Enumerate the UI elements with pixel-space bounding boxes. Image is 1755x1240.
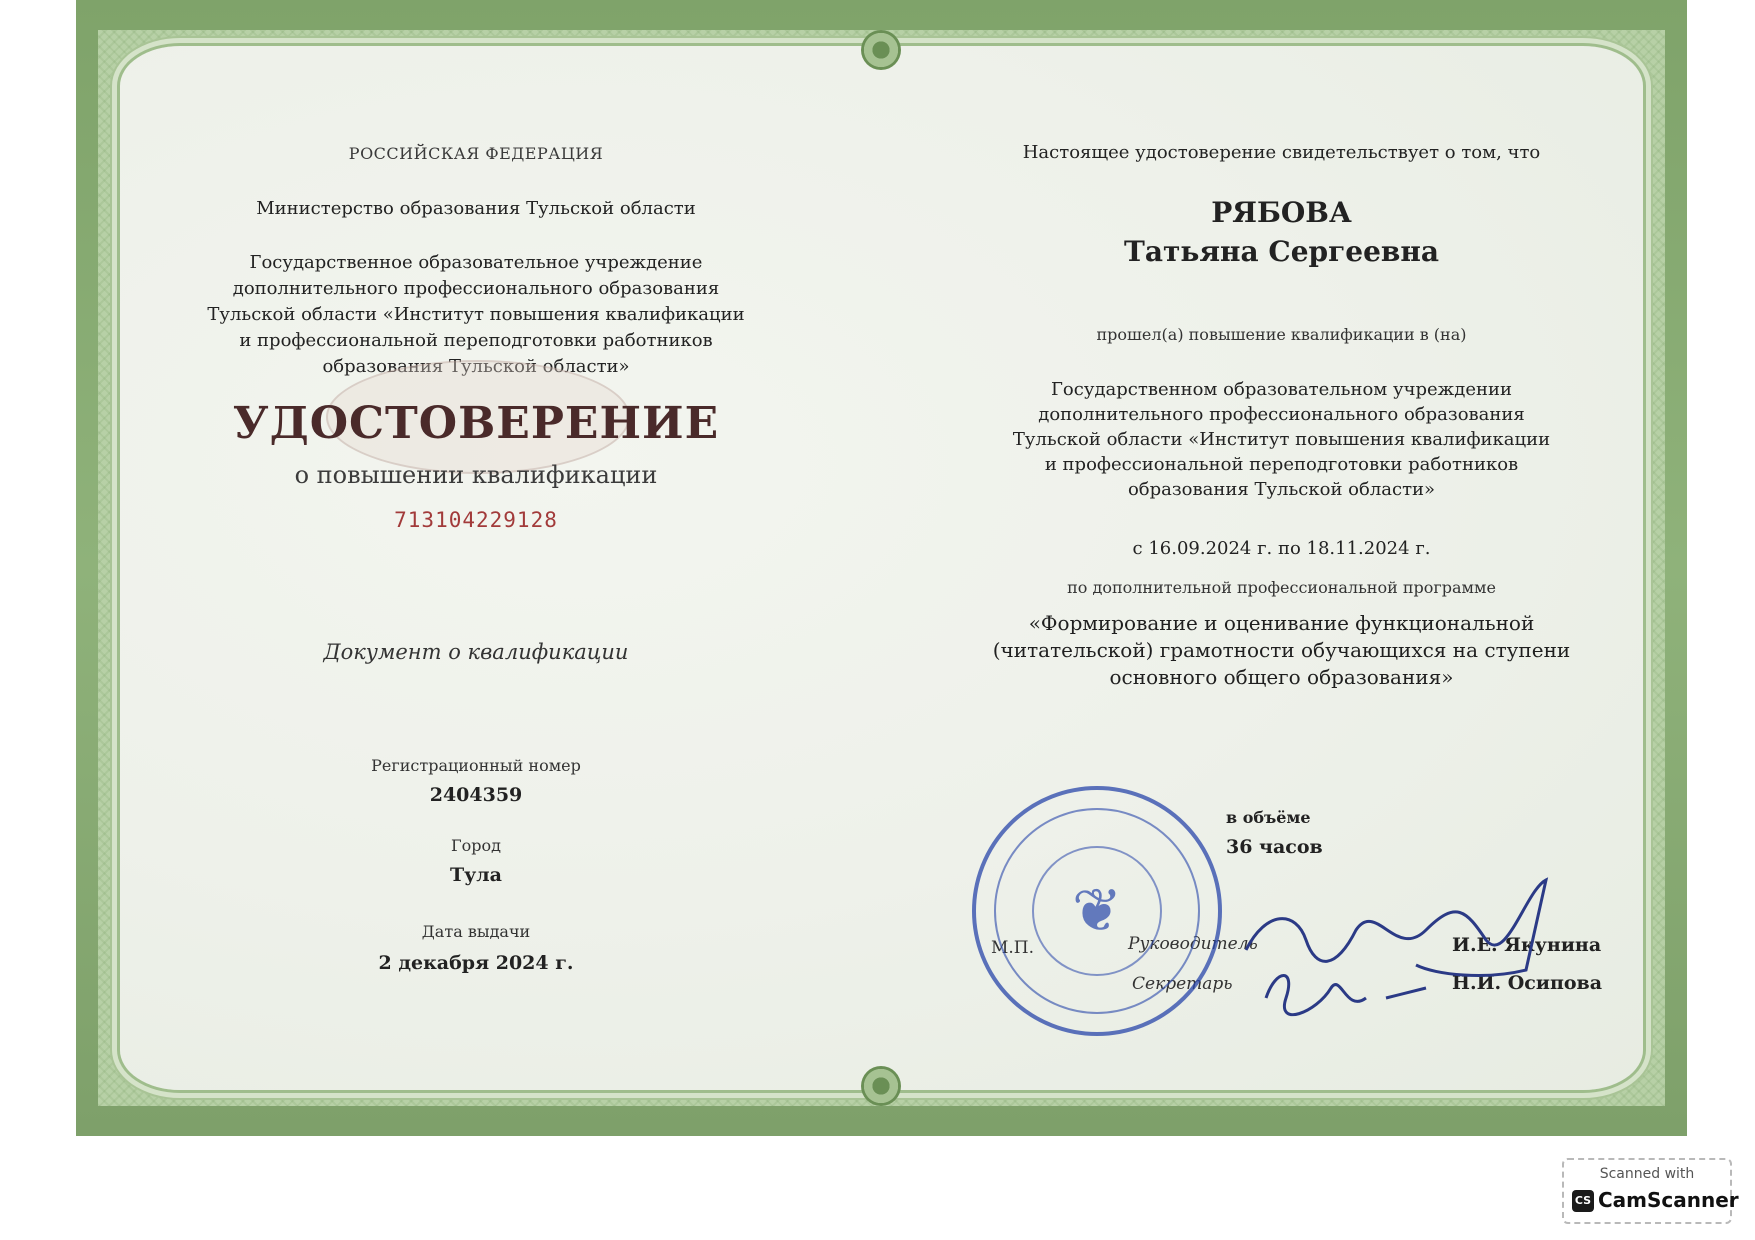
official-seal xyxy=(972,786,1222,1036)
institution-line: Государственное образовательное учреждение xyxy=(249,252,703,273)
registration-label: Регистрационный номер xyxy=(371,756,581,775)
issue-date-value: 2 декабря 2024 г. xyxy=(378,952,574,974)
volume-value: 36 часов xyxy=(1226,836,1323,858)
secretary-label: Секретарь xyxy=(1132,974,1233,994)
issue-date-label: Дата выдачи xyxy=(421,922,531,941)
serial-number: 713104229128 xyxy=(394,508,558,532)
institution-line: и профессиональной переподготовки работников xyxy=(239,330,713,351)
institution-line: образования Тульской области» xyxy=(322,356,630,377)
seal-label: М.П. xyxy=(991,938,1035,958)
watermark-brand: CamScanner xyxy=(1598,1188,1739,1212)
institution-line: Тульской области «Институт повышения квалификации xyxy=(1012,429,1551,450)
institution-line: Тульской области «Институт повышения квалификации xyxy=(207,304,745,325)
camscanner-watermark xyxy=(1562,1158,1739,1224)
certificate xyxy=(76,0,1687,1136)
city-label: Город xyxy=(451,836,501,855)
institution-line: и профессиональной переподготовки работников xyxy=(1044,454,1519,475)
recipient-surname: РЯБОВА xyxy=(1211,196,1352,229)
document-type: Документ о квалификации xyxy=(323,640,629,664)
passed-text: прошел(а) повышение квалификации в (на) xyxy=(1096,325,1467,344)
secretary-signature xyxy=(1256,958,1446,1028)
training-period: с 16.09.2024 г. по 18.11.2024 г. xyxy=(1132,538,1431,559)
watermark-caption: Scanned with xyxy=(1599,1166,1695,1182)
institution-line: дополнительного профессионального образования xyxy=(232,278,720,299)
program-line: «Формирование и оценивание функциональной xyxy=(1028,611,1535,635)
intro-text: Настоящее удостоверение свидетельствует о том, что xyxy=(1022,142,1541,163)
head-label: Руководитель xyxy=(1128,934,1258,954)
head-name: И.Е. Якунина xyxy=(1452,934,1602,956)
volume-label: в объёме xyxy=(1226,808,1311,827)
document-title: УДОСТОВЕРЕНИЕ xyxy=(232,398,720,449)
city-value: Тула xyxy=(449,864,502,886)
institution-line: образования Тульской области» xyxy=(1127,479,1436,500)
program-line: основного общего образования» xyxy=(1109,665,1454,689)
institution-line: дополнительного профессионального образования xyxy=(1038,404,1525,425)
program-label: по дополнительной профессиональной программе xyxy=(1067,578,1496,597)
registration-number: 2404359 xyxy=(429,784,523,806)
recipient-given-names: Татьяна Сергеевна xyxy=(1124,235,1439,268)
ministry-name: Министерство образования Тульской области xyxy=(256,198,696,219)
document-subtitle: о повышении квалификации xyxy=(294,461,658,489)
camscanner-logo-icon: CS xyxy=(1572,1190,1594,1212)
secretary-name: Н.И. Осипова xyxy=(1452,972,1603,994)
coat-of-arms-icon: ❦ xyxy=(1071,876,1123,946)
institution-line: Государственном образовательном учреждении xyxy=(1051,379,1512,400)
country-name: РОССИЙСКАЯ ФЕДЕРАЦИЯ xyxy=(348,144,604,163)
left-page xyxy=(76,0,876,1136)
program-line: (читательской) грамотности обучающихся на ступени xyxy=(992,638,1571,662)
